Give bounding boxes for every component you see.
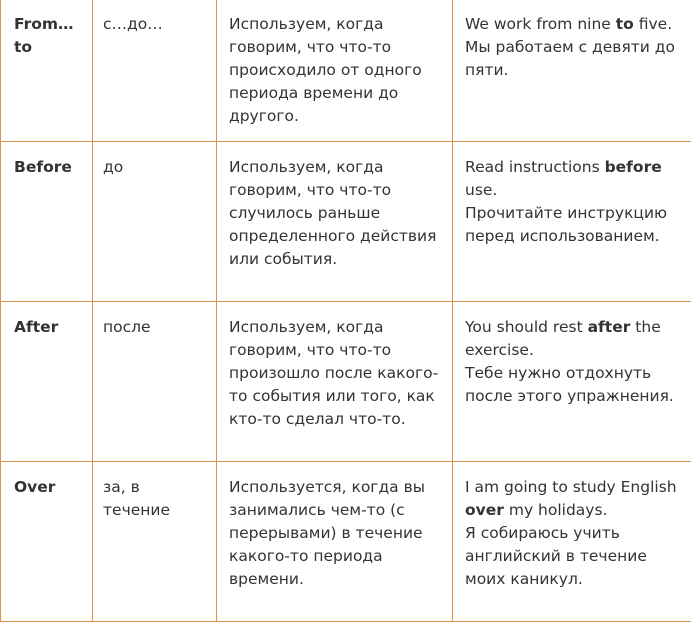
translation-cell <box>93 462 217 622</box>
example-english <box>465 156 681 202</box>
table-row <box>1 142 691 302</box>
example-english-start: Read instructions <box>465 158 605 176</box>
table-row <box>1 302 691 462</box>
usage-cell <box>217 302 453 462</box>
usage-text: Используем, когда говорим, что что-то произошло после какого-то события или того, как кто-то сделал что-то. <box>229 318 438 428</box>
usage-cell <box>217 0 453 142</box>
usage-cell <box>217 462 453 622</box>
preposition-cell <box>1 302 93 462</box>
example-cell <box>453 462 691 622</box>
usage-text: Используем, когда говорим, что что-то происходило от одного периода времени до другого. <box>229 15 422 125</box>
preposition-word: Before <box>14 158 72 176</box>
example-english-end: five. <box>634 15 672 33</box>
example-english-end: my holidays. <box>504 501 608 519</box>
example-english <box>465 13 681 36</box>
preposition-cell <box>1 0 93 142</box>
translation-text: за, в течение <box>103 478 170 519</box>
example-english <box>465 476 681 522</box>
example-english-start: We work from nine <box>465 15 616 33</box>
translation-cell <box>93 142 217 302</box>
example-english-start: I am going to study English <box>465 478 677 496</box>
translation-text: с…до… <box>103 15 163 33</box>
example-russian: Я собираюсь учить английский в течение моих каникул. <box>465 522 681 591</box>
example-cell <box>453 142 691 302</box>
preposition-word: After <box>14 318 58 336</box>
preposition-cell <box>1 142 93 302</box>
example-russian: Тебе нужно отдохнуть после этого упражнения. <box>465 362 681 408</box>
example-russian: Мы работаем с девяти до пяти. <box>465 36 681 82</box>
usage-cell <box>217 142 453 302</box>
preposition-word: Over <box>14 478 55 496</box>
translation-text: после <box>103 318 151 336</box>
translation-cell <box>93 302 217 462</box>
example-highlight: before <box>605 158 662 176</box>
example-highlight: to <box>616 15 634 33</box>
translation-text: до <box>103 158 123 176</box>
example-russian: Прочитайте инструкцию перед использованием. <box>465 202 681 248</box>
example-english-end: use. <box>465 181 497 199</box>
table-row <box>1 462 691 622</box>
translation-cell <box>93 0 217 142</box>
usage-text: Используется, когда вы занимались чем-то (с перерывами) в течение какого-то периода времени. <box>229 478 425 588</box>
example-english-start: You should rest <box>465 318 588 336</box>
usage-text: Используем, когда говорим, что что-то случилось раньше определенного действия или события. <box>229 158 436 268</box>
example-cell <box>453 302 691 462</box>
example-highlight: after <box>588 318 631 336</box>
preposition-word: From… to <box>14 15 74 56</box>
example-english <box>465 316 681 362</box>
example-english-end: the exercise. <box>465 318 661 359</box>
table-row <box>1 0 691 142</box>
example-highlight: over <box>465 501 504 519</box>
example-cell <box>453 0 691 142</box>
preposition-cell <box>1 462 93 622</box>
